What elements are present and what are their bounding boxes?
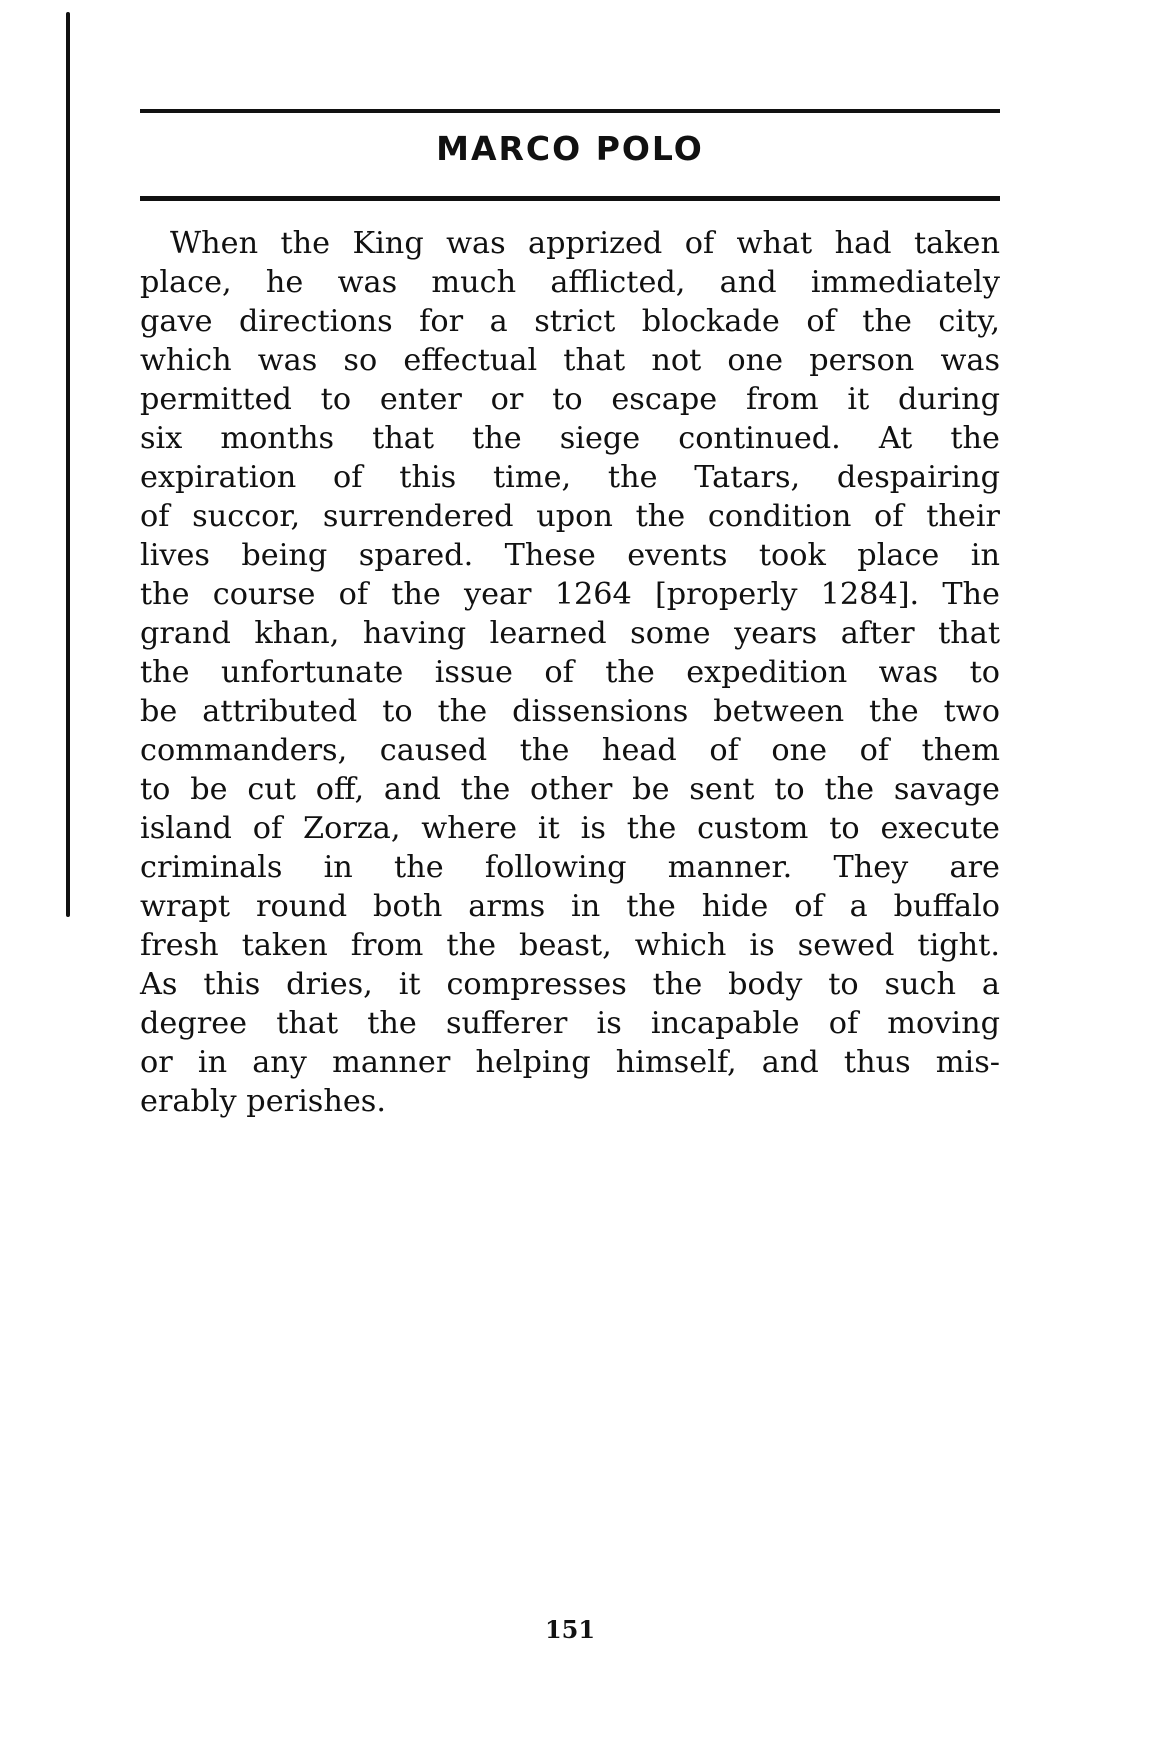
paragraph-line: criminals in the following manner. They are — [140, 850, 1000, 885]
header-rule-bottom — [140, 196, 1000, 201]
body-paragraph — [140, 224, 1000, 1121]
paragraph-line: lives being spared. These events took place in — [140, 538, 1000, 573]
paragraph-line: to be cut off, and the other be sent to the savage — [140, 772, 1000, 807]
paragraph-line-last: erably perishes. — [140, 1084, 386, 1119]
paragraph-line: island of Zorza, where it is the custom to execute — [140, 811, 1000, 846]
paragraph-line: commanders, caused the head of one of them — [140, 733, 1000, 768]
paragraph-line: or in any manner helping himself, and thus mis- — [140, 1045, 1000, 1080]
paragraph-line: When the King was apprized of what had taken — [170, 226, 1000, 261]
paragraph-line: the unfortunate issue of the expedition was to — [140, 655, 1000, 690]
binding-edge-line — [66, 12, 70, 917]
paragraph-line: expiration of this time, the Tatars, despairing — [140, 460, 1000, 495]
paragraph-line: place, he was much afflicted, and immediately — [140, 265, 1000, 300]
paragraph-line: the course of the year 1264 [properly 1284]. The — [140, 577, 1000, 612]
header-rule-top — [140, 109, 1000, 113]
paragraph-line: fresh taken from the beast, which is sewed tight. — [140, 928, 1000, 963]
paragraph-line: degree that the sufferer is incapable of moving — [140, 1006, 1000, 1041]
paragraph-line: which was so effectual that not one person was — [140, 343, 1000, 378]
paragraph-line: grand khan, having learned some years after that — [140, 616, 1000, 651]
paragraph-line: permitted to enter or to escape from it during — [140, 382, 1000, 417]
paragraph-line: be attributed to the dissensions between the two — [140, 694, 1000, 729]
paragraph-line: wrapt round both arms in the hide of a buffalo — [140, 889, 1000, 924]
running-head: MARCO POLO — [436, 129, 704, 168]
paragraph-line: six months that the siege continued. At the — [140, 421, 1000, 456]
paragraph-line: of succor, surrendered upon the condition of their — [140, 499, 1000, 534]
paragraph-line: gave directions for a strict blockade of the city, — [140, 304, 1000, 339]
paragraph-line: As this dries, it compresses the body to such a — [140, 967, 1000, 1002]
page-number: 151 — [544, 1615, 596, 1644]
